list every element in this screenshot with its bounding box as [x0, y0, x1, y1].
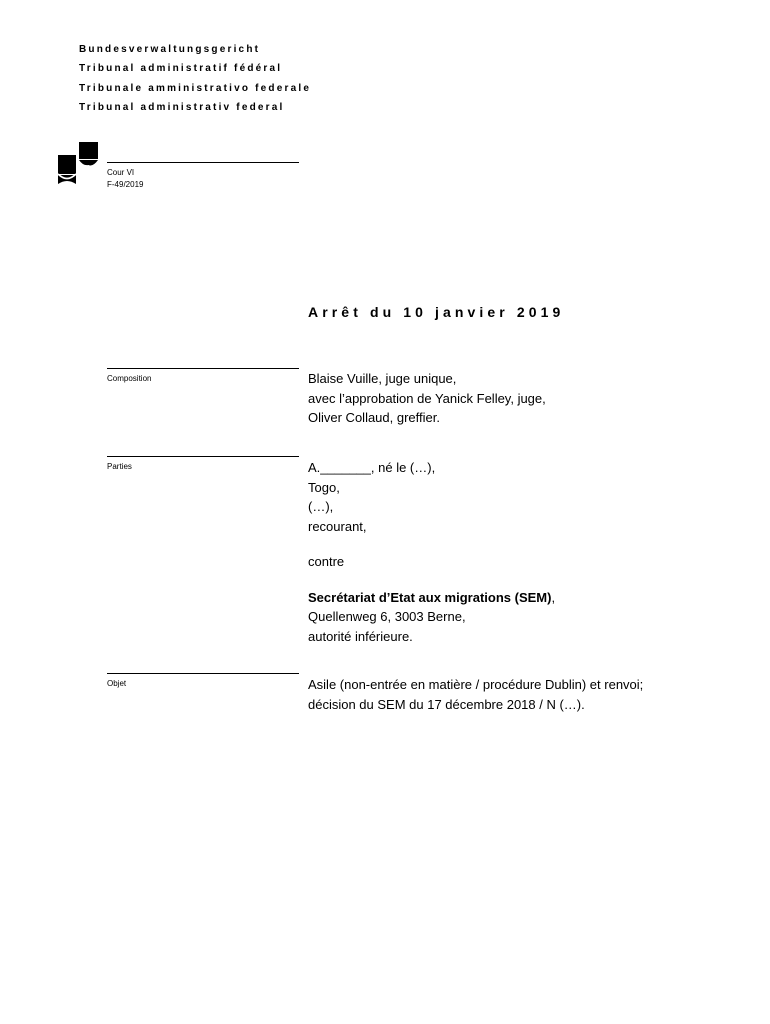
parties-block	[308, 458, 555, 646]
composition-block	[308, 369, 546, 428]
object-label: Objet	[107, 679, 127, 688]
appellant-line: recourant,	[308, 518, 367, 534]
parties-label: Parties	[107, 462, 132, 471]
parties-rule	[107, 456, 299, 457]
case-number: F-49/2019	[107, 180, 144, 189]
court-section: Cour VI	[107, 168, 135, 177]
appellant-line: (…),	[308, 499, 334, 514]
appellant-line: A._______, né le (…),	[308, 460, 436, 475]
header-rule	[107, 162, 299, 163]
versus-text: contre	[308, 554, 345, 569]
composition-line: avec l’approbation de Yanick Felley, juge,	[308, 390, 546, 406]
authority-name: Secrétariat d’Etat aux migrations (SEM)	[308, 589, 552, 605]
authority-name-suffix: ,	[551, 589, 556, 605]
composition-line: Blaise Vuille, juge unique,	[308, 371, 457, 386]
composition-label: Composition	[107, 374, 152, 383]
authority-line: Quellenweg 6, 3003 Berne,	[308, 609, 466, 624]
object-rule	[107, 673, 299, 674]
authority-line: autorité inférieure.	[308, 628, 413, 644]
judgment-title: Arrêt du 10 janvier 2019	[308, 304, 565, 320]
court-name-rm: Tribunal administrativ federal	[79, 101, 285, 113]
court-logo	[58, 142, 98, 184]
court-name-it: Tribunale amministrativo federale	[79, 82, 312, 94]
authority-name-line	[308, 588, 555, 608]
court-name-fr: Tribunal administratif fédéral	[79, 63, 283, 75]
composition-line: Oliver Collaud, greffier.	[308, 410, 440, 425]
court-name-de: Bundesverwaltungsgericht	[79, 44, 261, 55]
object-line: décision du SEM du 17 décembre 2018 / N (…).	[308, 696, 585, 712]
appellant-line: Togo,	[308, 479, 340, 495]
composition-rule	[107, 368, 299, 369]
court-name-header	[79, 40, 311, 117]
object-line: Asile (non-entrée en matière / procédure Dublin) et renvoi;	[308, 677, 644, 692]
object-block	[308, 675, 643, 714]
